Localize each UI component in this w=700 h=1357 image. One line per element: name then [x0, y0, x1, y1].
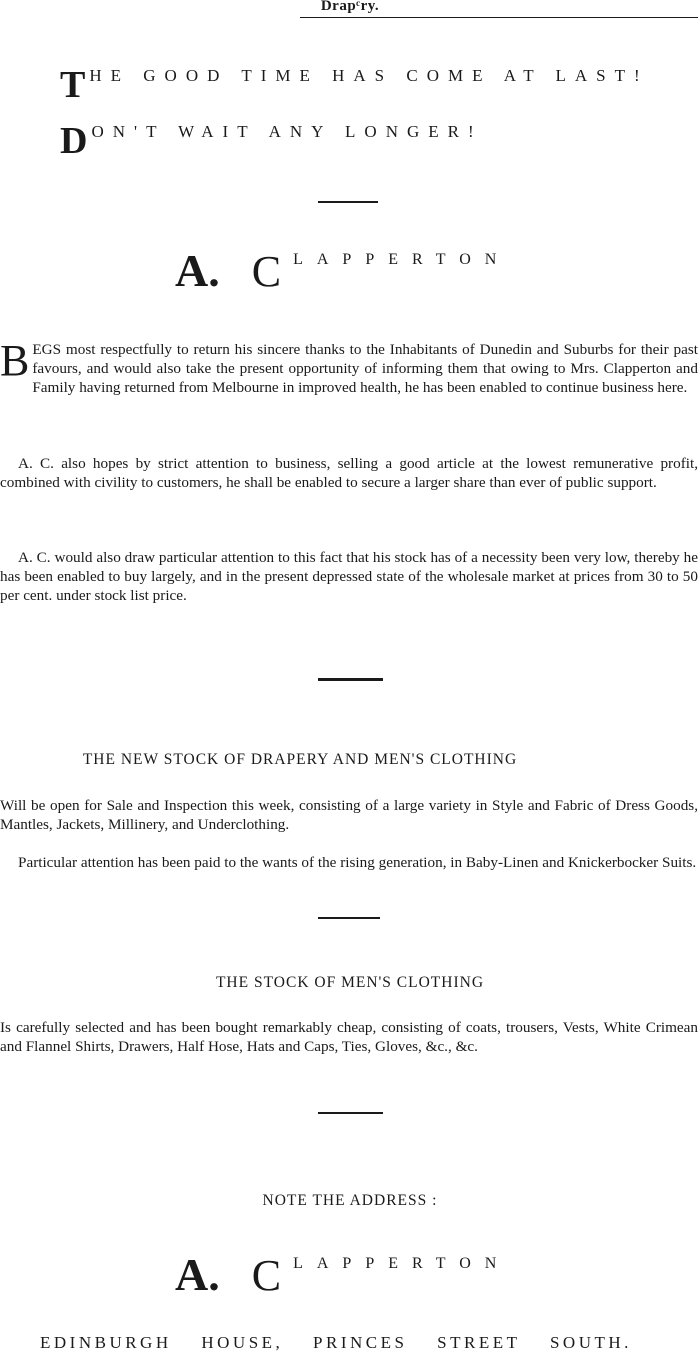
headline-2 [60, 122, 483, 160]
paragraph-support-text: A. C. also hopes by strict attention to business, selling a good article at the lowest remunerative profit, combined with civility to customers, he shall be enabled to secure a larger share than ever of public support. [0, 455, 698, 491]
divider [318, 917, 380, 919]
paragraph-stock-text: A. C. would also draw particular attention to this fact that his stock has of a necessity been very low, thereby he has been enabled to buy largely, and in the present depressed state of the wholesale market at prices from 30 to 50 per cent. under stock list price. [0, 549, 698, 604]
firm-initial-c: C [251, 1251, 282, 1300]
divider [318, 678, 383, 681]
drapery-heading: THE NEW STOCK OF DRAPERY AND MEN'S CLOTHING [82, 751, 518, 768]
divider [318, 201, 378, 203]
headline-2-initial: D [60, 120, 88, 162]
intro-dropcap: B [0, 336, 30, 385]
mens-heading: THE STOCK OF MEN'S CLOTHING [215, 974, 485, 991]
firm-initial-c: C [251, 247, 282, 296]
firm-rest: LAPPERTON [293, 1255, 511, 1272]
firm-initial-a: A. [175, 1249, 220, 1300]
headline-1-text: HE GOOD TIME HAS COME AT LAST! [89, 66, 649, 85]
intro-text: EGS most respectfully to return his sincere thanks to the Inhabitants of Dunedin and Suburbs for their past favours, and would also take the present opportunity of informing them that owing to Mrs. Clapperton and Family having returned from Melbourne in improved health, he has been enabled to continue business here. [32, 341, 698, 396]
headline-1 [60, 66, 649, 104]
drapery-paragraph-2-text: Particular attention has been paid to the wants of the rising generation, in Baby-Linen and Knickerbocker Suits. [18, 854, 697, 871]
header-rule [300, 17, 698, 18]
headline-2-text: ON'T WAIT ANY LONGER! [91, 122, 483, 141]
drapery-paragraph-1: Will be open for Sale and Inspection this week, consisting of a large variety in Style and Fabric of Dress Goods, Mantles, Jackets, Millinery, and Underclothing. [0, 797, 698, 833]
firm-name [175, 244, 510, 297]
paragraph-support [0, 454, 698, 492]
paragraph-stock [0, 548, 698, 605]
page-header: Drapᶜry. [320, 0, 380, 14]
divider [318, 1112, 383, 1114]
headline-1-initial: T [60, 64, 86, 106]
note-heading: NOTE THE ADDRESS : [262, 1192, 438, 1209]
firm-name-footer [175, 1248, 510, 1301]
intro-paragraph [0, 336, 698, 397]
street-address: EDINBURGH HOUSE, PRINCES STREET SOUTH. [40, 1333, 632, 1352]
firm-initial-a: A. [175, 245, 220, 296]
mens-paragraph: Is carefully selected and has been bought remarkably cheap, consisting of coats, trousers, Vests, White Crimean and Flannel Shirts, Drawers, Half Hose, Hats and Caps, Ties, Gloves, &c., &c. [0, 1019, 698, 1055]
drapery-paragraph-2 [0, 853, 698, 872]
firm-rest: LAPPERTON [293, 251, 511, 268]
